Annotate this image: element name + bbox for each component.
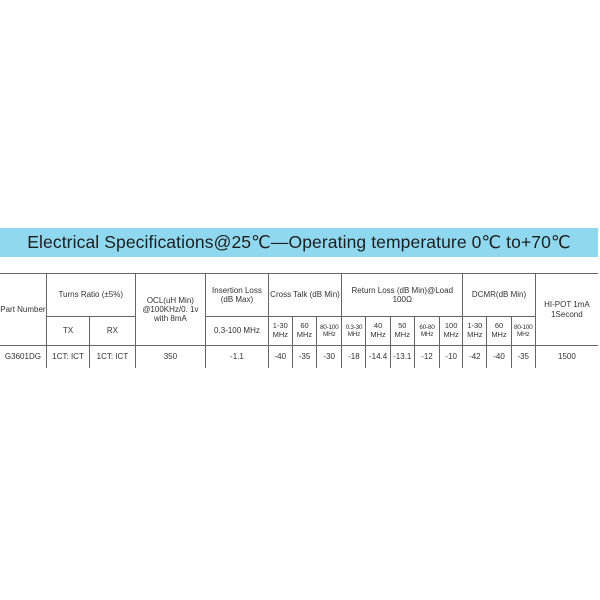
header-part-number: Part Number — [0, 274, 46, 346]
cell-rx: 1CT: ICT — [90, 346, 135, 369]
cell-return-loss: -12 — [414, 346, 439, 369]
header-cross-talk: Cross Talk (dB Min) — [268, 274, 342, 317]
header-turns-ratio: Turns Ratio (±5%) — [46, 274, 135, 317]
cell-insertion-loss: -1.1 — [206, 346, 269, 369]
header-dcmr: DCMR(dB Min) — [463, 274, 536, 317]
cell-cross-talk: -40 — [268, 346, 292, 369]
header-return-loss-freq: 60-80 MHz — [414, 317, 439, 346]
header-ocl: OCL(uH Min) @100KHz/0. 1v with 8mA — [135, 274, 206, 346]
header-dcmr-freq: 60 MHz — [487, 317, 511, 346]
cell-tx: 1CT: ICT — [46, 346, 89, 369]
cell-return-loss: -13.1 — [390, 346, 414, 369]
cell-return-loss: -10 — [440, 346, 463, 369]
header-insertion-loss: Insertion Loss (dB Max) — [206, 274, 269, 317]
cell-part-number: G3601DG — [0, 346, 46, 369]
header-dcmr-freq: 80-100 MHz — [511, 317, 535, 346]
header-dcmr-freq: 1-30 MHz — [463, 317, 487, 346]
header-return-loss-freq: 100 MHz — [440, 317, 463, 346]
header-cross-talk-freq: 1-30 MHz — [268, 317, 292, 346]
table-row — [0, 346, 598, 369]
cell-return-loss: -14.4 — [366, 346, 390, 369]
header-return-loss: Return Loss (dB Min)@Load 100Ω — [342, 274, 463, 317]
header-insertion-loss-freq: 0.3-100 MHz — [206, 317, 269, 346]
header-hipot: HI-POT 1mA 1Second — [535, 274, 598, 346]
cell-cross-talk: -30 — [317, 346, 342, 369]
spec-title-banner — [0, 228, 598, 257]
header-rx: RX — [90, 317, 135, 346]
header-tx: TX — [46, 317, 89, 346]
header-return-loss-freq: 0.3-30 MHz — [342, 317, 366, 346]
cell-ocl: 350 — [135, 346, 206, 369]
spec-title: Electrical Specifications@25℃—Operating temperature 0℃ to+70℃ — [27, 232, 571, 252]
cell-hipot: 1500 — [535, 346, 598, 369]
cell-dcmr: -42 — [463, 346, 487, 369]
cell-dcmr: -35 — [511, 346, 535, 369]
header-cross-talk-freq: 80-100 MHz — [317, 317, 342, 346]
header-return-loss-freq: 40 MHz — [366, 317, 390, 346]
cell-return-loss: -18 — [342, 346, 366, 369]
header-cross-talk-freq: 60 MHz — [292, 317, 316, 346]
header-return-loss-freq: 50 MHz — [390, 317, 414, 346]
cell-dcmr: -40 — [487, 346, 511, 369]
cell-cross-talk: -35 — [292, 346, 316, 369]
electrical-spec-table — [0, 273, 598, 368]
